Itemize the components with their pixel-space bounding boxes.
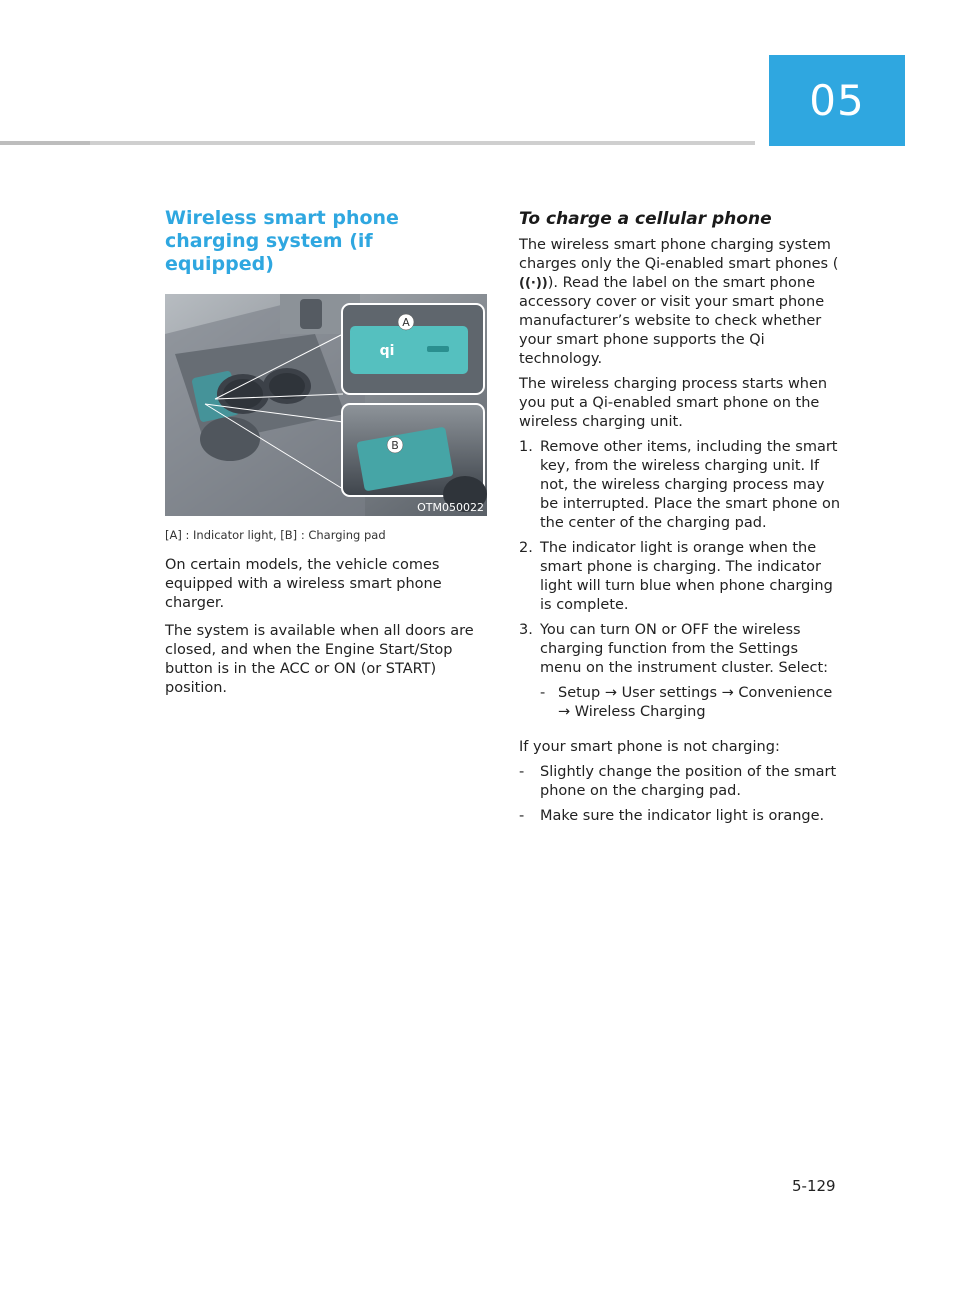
figure-code: OTM050022 — [417, 501, 484, 514]
subsection-title: To charge a cellular phone — [519, 209, 772, 229]
chapter-tab — [769, 55, 905, 146]
callout-a: A — [402, 316, 410, 329]
list-item — [519, 763, 844, 801]
paragraph: The system is available when all doors are closed, and when the Engine Start/Stop button is in the ACC or ON (or START) position. — [165, 623, 474, 696]
list-item — [519, 539, 844, 615]
select-path — [540, 684, 844, 722]
tip-text: Make sure the indicator light is orange. — [540, 808, 825, 824]
section-title: Wireless smart phone charging system (if equipped) — [165, 207, 399, 275]
dash: - — [519, 764, 525, 780]
qi-logo-icon: ((·)) — [519, 276, 548, 291]
tip-text: Slightly change the position of the smart phone on the charging pad. — [540, 764, 837, 799]
step-text: The indicator light is orange when the smart phone is charging. The indicator light will turn blue when phone charging is complete. — [540, 540, 833, 613]
left-column — [165, 207, 487, 698]
paragraph: On certain models, the vehicle comes equipped with a wireless smart phone charger. — [165, 557, 442, 611]
figure-charging-pad — [165, 294, 487, 516]
step-number: 1. — [519, 439, 533, 455]
step-number: 3. — [519, 622, 533, 638]
dash: - — [540, 685, 546, 701]
header-rule — [0, 141, 755, 145]
right-column — [519, 209, 844, 826]
dash: - — [519, 808, 525, 824]
list-item — [519, 807, 844, 826]
chapter-number: 05 — [809, 76, 865, 125]
step-body — [540, 621, 844, 722]
select-path-text: Setup → User settings → Convenience → Wireless Charging — [558, 685, 833, 720]
step-number: 2. — [519, 540, 533, 556]
paragraph: If your smart phone is not charging: — [519, 739, 780, 755]
step-text: Remove other items, including the smart key, from the wireless charging unit. If not, the wireless charging process may be interrupted. Place the smart phone on the center of the charging pad. — [540, 439, 841, 531]
paragraph: The wireless charging process starts when you put a Qi-enabled smart phone on the wireless charging unit. — [519, 376, 828, 430]
list-item — [519, 621, 844, 722]
step-text: You can turn ON or OFF the wireless charging function from the Settings menu on the instrument cluster. Select: — [540, 622, 829, 676]
list-item — [519, 438, 844, 533]
figure-caption: [A] : Indicator light, [B] : Charging pad — [165, 528, 386, 542]
paragraph — [519, 236, 844, 369]
console-illustration — [165, 294, 487, 516]
paragraph-text: ). Read the label on the smart phone accessory cover or visit your smart phone manufacturer’s website to check whether your smart phone supports the Qi technology. — [519, 275, 825, 367]
paragraph-text: The wireless smart phone charging system charges only the Qi-enabled smart phones ( — [519, 237, 839, 272]
page-number: 5-129 — [792, 1177, 836, 1195]
qi-pad-symbol: qi — [379, 343, 395, 359]
callout-b: B — [391, 439, 399, 452]
